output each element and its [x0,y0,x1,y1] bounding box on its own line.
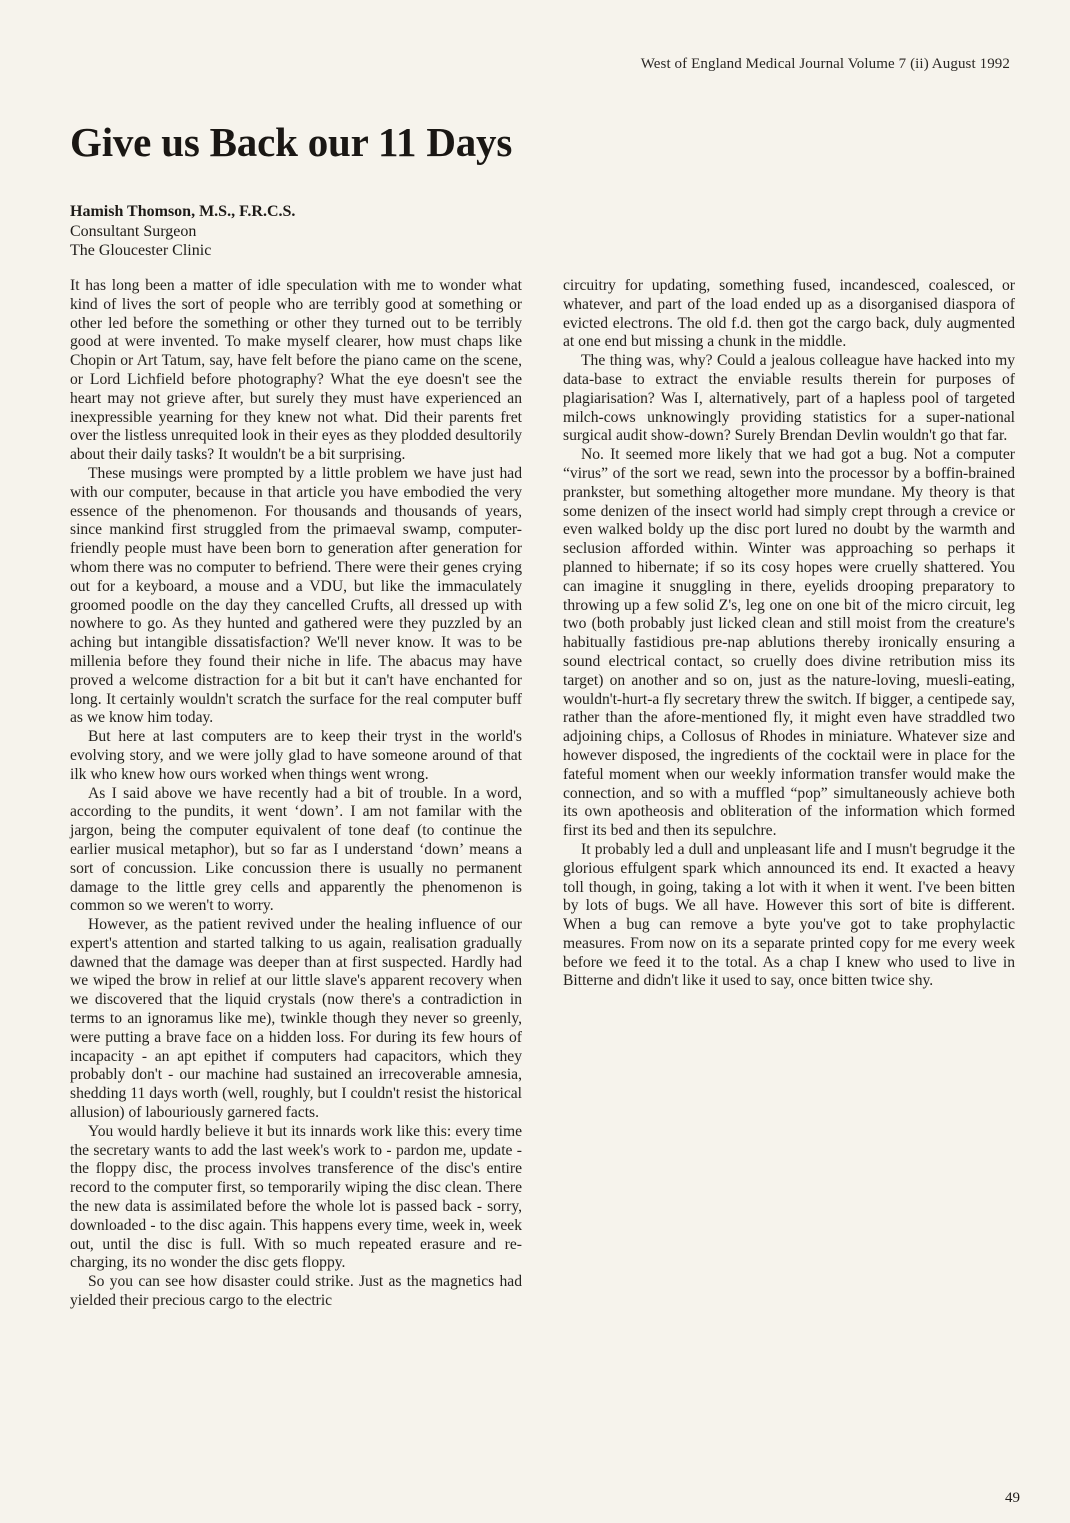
paragraph: You would hardly believe it but its innards work like this: every time the secretary wants to add the last week's work to - pardon me, update - the floppy disc, the process involves transference of the disc's entire record to the computer first, so temporarily wiping the disc clean. There the new data is assimilated before the whole lot is passed back - sorry, downloaded - to the disc again. This happens every time, week in, week out, until the disc is full. With so much repeated erasure and re-charging, its no wonder the disc gets floppy. [70,1122,522,1272]
paragraph: The thing was, why? Could a jealous colleague have hacked into my data-base to extract the enviable results therein for purposes of plagiarisation? Was I, alternatively, part of a hapless pool of targeted milch-cows unknowingly providing statistics for a super-national surgical audit show-down? Surely Brendan Devlin wouldn't go that far. [563,352,1015,445]
paragraph: However, as the patient revived under the healing influence of our expert's attention and started talking to us again, realisation gradually dawned that the damage was deeper than at first suspected. Hardly had we wiped the brow in relief at our little slave's apparent recovery when we discovered that the liquid crystals (now there's a contradiction in terms to an ignoramus like me), twinkle though they never so greenly, were putting a brave face on a hidden loss. For during its few hours of incapacity - an apt epithet if computers had capacitors, which they probably don't - our machine had sustained an irrecoverable amnesia, shedding 11 days worth (well, roughly, but I couldn't resist the historical allusion) of labouriously garnered facts. [70,916,522,1122]
journal-header: West of England Medical Journal Volume 7 (ii) August 1992 [640,56,1010,72]
right-column [563,277,1015,991]
paragraph: But here at last computers are to keep their tryst in the world's evolving story, and we were jolly glad to have someone around of that ilk who knew how ours worked when things went wrong. [70,728,522,783]
author-affiliation: The Gloucester Clinic [70,242,212,259]
left-column [70,277,522,1311]
page-number: 49 [1005,1490,1020,1506]
paragraph: As I said above we have recently had a bit of trouble. In a word, according to the pundits, it went ‘down’. I am not familar with the jargon, being the computer equivalent of tone deaf (to continue the earlier musical metaphor), but so far as I understand ‘down’ means a sort of concussion. Like concussion there is usually no permanent damage to the little grey cells and apparently the phenomenon is common so we weren't to worry. [70,784,522,915]
author-position: Consultant Surgeon [70,222,197,240]
paragraph: So you can see how disaster could strike. Just as the magnetics had yielded their precious cargo to the electric [70,1273,522,1310]
paragraph: It has long been a matter of idle speculation with me to wonder what kind of lives the sort of people who are terribly good at something or other led before the something or other they turned out to be terribly good at were invented. To make myself clearer, how must chaps like Chopin or Art Tatum, say, have felt before the piano came on the scene, or Lord Lichfield before photography? What the eye doesn't see the heart may not grieve after, but surely they must have experienced an inexpressible yearning for they knew not what. Did their parents fret over the listless unrequited look in their eyes as they plodded desultorily about their daily tasks? It wouldn't be a bit surprising. [70,277,522,464]
article-title: Give us Back our 11 Days [70,119,513,165]
paragraph: These musings were prompted by a little problem we have just had with our computer, because in that article you have embodied the very essence of the phenomenon. For thousands and thousands of years, since mankind first struggled from the primaeval swamp, computer-friendly people must have been born to generation after generation for whom there was no computer to befriend. There were their genes crying out for a keyboard, a mouse and a VDU, but like the immaculately groomed poodle on the day they cancelled Crufts, all dressed up with nowhere to go. As they hunted and gathered were they puzzled by an aching but intangible dissatisfaction? We'll never know. It was to be millenia before they found their niche in life. The abacus may have proved a welcome distraction for a bit but it can't have enchanted for long. It certainly wouldn't scratch the surface for the real computer buff as we know him today. [70,464,522,727]
paragraph: circuitry for updating, something fused, incandesced, coalesced, or whatever, and part of the load ended up as a disorganised diaspora of evicted electrons. The old f.d. then got the cargo back, duly augmented at one end but missing a chunk in the middle. [563,277,1015,351]
author-name: Hamish Thomson, M.S., F.R.C.S. [70,203,296,220]
paragraph: No. It seemed more likely that we had got a bug. Not a computer “virus” of the sort we read, sewn into the processor by a boffin-brained prankster, but something altogether more mundane. My theory is that some denizen of the insect world had simply crept through a crevice or even walked boldy up the disc port lured no doubt by the warmth and seclusion afforded within. Winter was approaching so perhaps it planned to hibernate; if so its cosy hopes were cruelly shattered. You can imagine it snuggling in there, eyelids drooping preparatory to throwing up a few solid Z's, leg one on one bit of the micro circuit, leg two (both probably just licked clean and still moist from the creature's habitually fastidious pre-nap ablutions thereby ironically ensuring a sound electrical contact, so cruelly does divine retribution miss its target) on another and so on, just as the nature-loving, muesli-eating, wouldn't-hurt-a fly secretary threw the switch. If bigger, a centipede say, rather than the afore-mentioned fly, it might even have straddled two adjoining chips, a Collosus of Rhodes in miniature. Whatever size and however disposed, the ingredients of the cocktail were in place for the fateful moment when our weekly information transfer would make the connection, and so with a muffled “pop” simultaneously achieve both its own apotheosis and obliteration of the information which formed first its bed and then its sepulchre. [563,446,1015,840]
paragraph: It probably led a dull and unpleasant life and I musn't begrudge it the glorious effulgent spark which announced its end. It exacted a heavy toll though, in going, taking a lot with it when it went. I've been bitten by lots of bugs. We all have. However this sort of bite is different. When a bug can remove a byte you've got to take prophylactic measures. From now on its a separate printed copy for me every week before we feed it to the total. As a chap I knew who used to live in Bitterne and didn't like it used to say, once bitten twice shy. [563,840,1015,990]
byline [70,202,295,261]
